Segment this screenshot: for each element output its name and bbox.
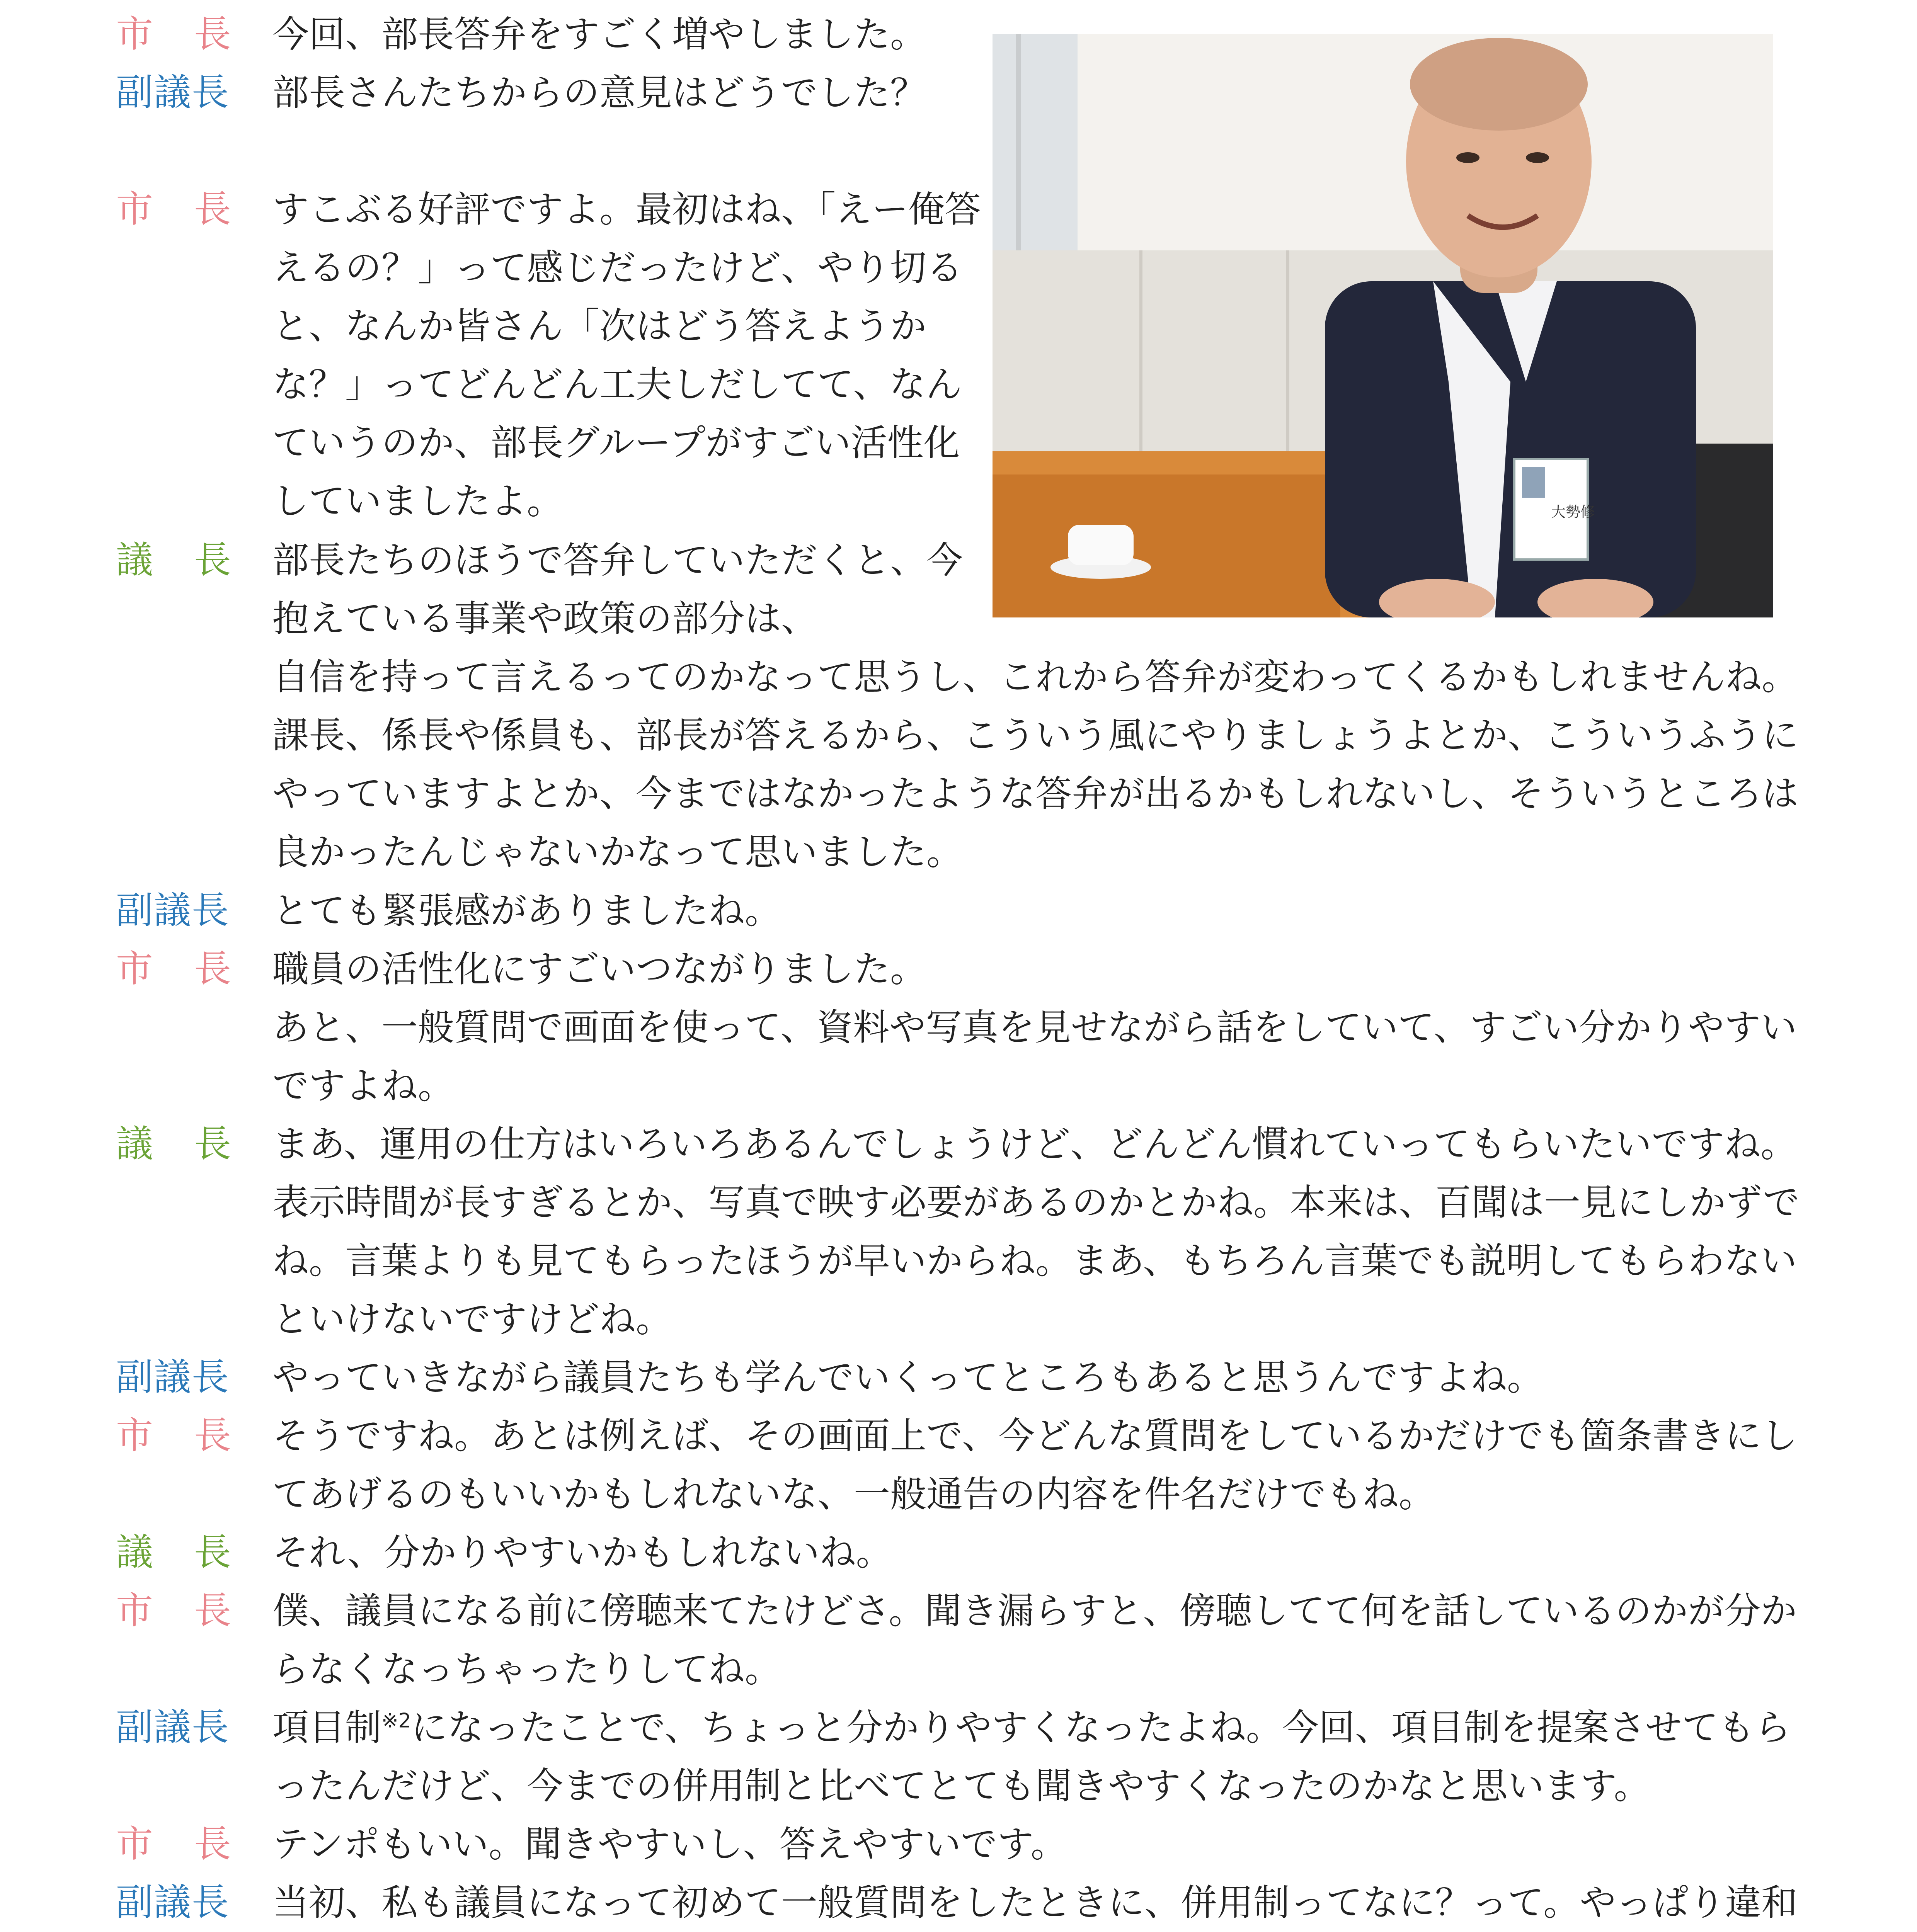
dialogue-text: まあ、運用の仕方はいろいろあるんでしょうけど、どんどん慣れていってもらいたいですね。表示時間が長すぎるとか、写真で映す必要があるのかとかね。本来は、百聞は一見にしかずでね。言葉よりも見てもらったほうが早いからね。まあ、もちろん言葉でも説明してもらわないといけないですけどね。 [272,1123,1800,1340]
speaker-label: 市 長 [116,1589,232,1632]
dialogue-text-part2: 自信を持って言えるってのかなって思うし、これから答弁が変わってくるかもしれませんね。課長、係長や係員も、部長が答えるから、こういう風にやりましょうよとか、こういうふうにやっていますよとか、今まではなかったような答弁が出るかもしれないし、そういうところは良かったんじゃないかなって思いました。 [272,656,1799,873]
speaker-label: 市 長 [116,12,232,56]
dialogue-text: そうですね。あとは例えば、その画面上で、今どんな質問をしているかだけでも箇条書きにしてあげるのもいいかもしれないな、一般通告の内容を件名だけでもね。 [272,1415,1798,1515]
footnote-marker: ※2 [381,1709,411,1733]
dialogue-text [272,1699,1817,1815]
dialogue-text: 当初、私も議員になって初めて一般質問をしたときに、併用制ってなに？って。やっぱり違和 [272,1882,1798,1924]
person-photo-icon [993,34,1773,617]
speaker-label: 議 長 [116,538,232,582]
dialogue-text: テンポもいい。聞きやすいし、答えやすいです。 [272,1823,1067,1866]
speaker-label: 副議長 [116,1355,230,1399]
speaker-label: 副議長 [116,1881,230,1924]
speaker-label: 市 長 [116,1414,232,1457]
speaker-label: 副議長 [116,1706,230,1749]
dialogue-text-part1: 部長たちのほうで答弁していただくと、今抱えている事業や政策の部分は、 [272,539,963,640]
speaker-label: 市 長 [116,1822,232,1866]
speaker-label: 市 長 [116,187,232,231]
speaker-label: 副議長 [116,889,230,932]
dialogue-text: 部長さんたちからの意見はどうでした？ [272,72,927,114]
dialogue-text: やっていきながら議員たちも学んでいくってところもあると思うんですよね。 [272,1357,1544,1399]
speaker-label: 議 長 [116,1531,232,1574]
speaker-label: 市 長 [116,947,232,990]
speaker-label: 副議長 [116,71,230,114]
dialogue-text-continued: あと、一般質問で画面を使って、資料や写真を見せながら話をしていて、すごい分かりやすいですよね。 [272,1007,1797,1107]
dialogue-text: それ、分かりやすいかもしれないね。 [272,1532,892,1574]
dialogue-text: すこぶる好評ですよ。最初はね、「えー俺答えるの？」って感じだったけど、やり切ると、なんか皆さん「次はどう答えようかな？」ってどんどん工夫しだしてて、なんていうのか、部長グループがすごい活性化していましたよ。 [272,189,981,522]
dialogue-text: 僕、議員になる前に傍聴来てたけどさ。聞き漏らすと、傍聴してて何を話しているのかが分からなくなっちゃったりしてね。 [272,1590,1797,1690]
dialogue-text: とても緊張感がありましたね。 [272,890,781,932]
dialogue-text: 今回、部長答弁をすごく増やしました。 [272,14,927,56]
dialogue-text-pre: 項目制 [272,1707,382,1749]
speaker-label: 議 長 [116,1122,232,1165]
svg-text:大勢修: 大勢修 [1551,503,1595,520]
dialogue-text: 職員の活性化にすごいつながりました。 [272,948,927,990]
dialogue-text-post: になったことで、ちょっと分かりやすくなったよね。今回、項目制を提案させてもらったんだけど、今までの併用制と比べてとても聞きやすくなったのかなと思います。 [272,1707,1791,1807]
interview-photo [993,34,1773,617]
